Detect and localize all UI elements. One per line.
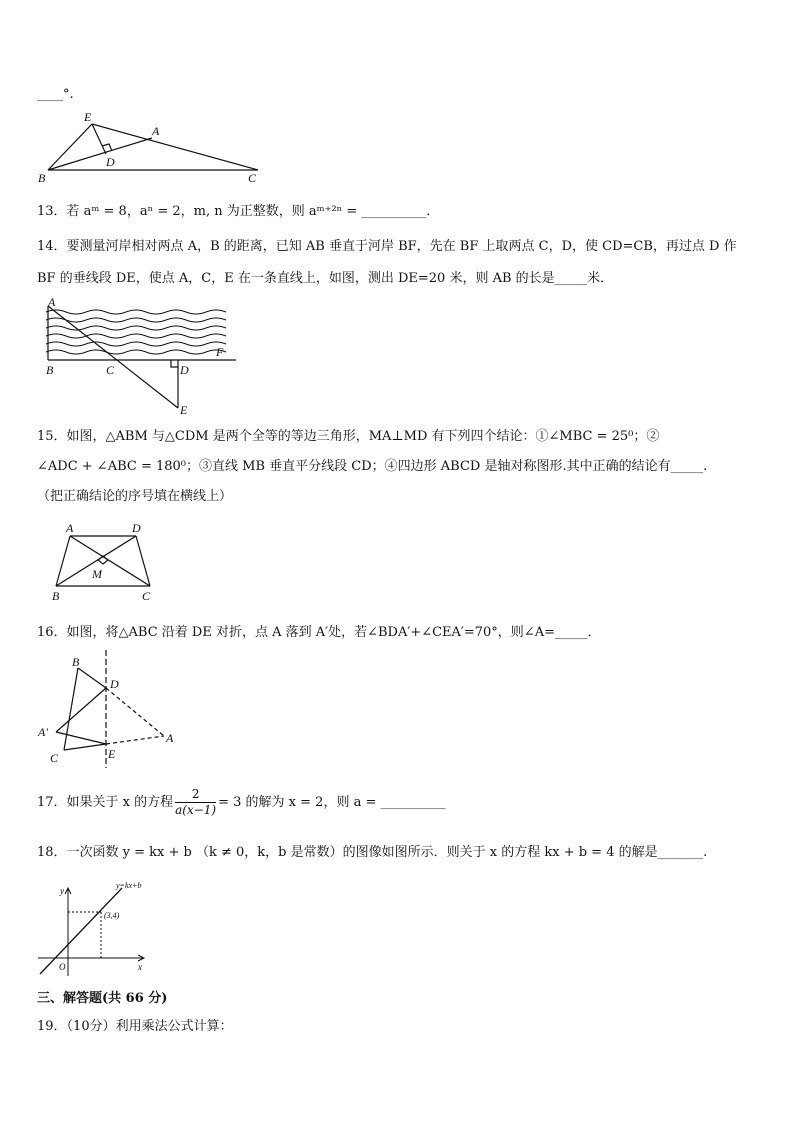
answer-blank-line: ____°. — [37, 87, 74, 102]
label-a: A — [48, 296, 56, 309]
label-e: E — [108, 747, 116, 761]
question-15-line1: 15．如图，△ABM 与△CDM 是两个全等的等边三角形，MA⊥MD 有下列四个结论：①∠MBC = 25⁰；② — [37, 429, 660, 444]
axis-x-label: x — [138, 962, 142, 972]
label-a: A — [166, 731, 174, 745]
figure-linear-function — [34, 878, 164, 978]
label-d: D — [180, 363, 189, 377]
label-f: F — [216, 345, 224, 359]
question-17-suffix: = 3 的解为 x = 2，则 a = __________ — [218, 795, 446, 810]
point-label: (3,4) — [104, 911, 120, 920]
label-d: D — [132, 521, 141, 535]
question-15-line2: ∠ADC + ∠ABC = 180⁰；③直线 MB 垂直平分线段 CD；④四边形 ABCD 是轴对称图形.其中正确的结论有_____. — [37, 459, 708, 474]
question-19: 19．（10分）利用乘法公式计算： — [37, 1019, 233, 1034]
axis-y-label: y — [60, 886, 64, 896]
question-18: 18．一次函数 y = kx + b （k ≠ 0，k，b 是常数）的图像如图所示．则关于 x 的方程 kx + b = 4 的解是_______. — [37, 845, 708, 860]
label-e: E — [180, 403, 188, 417]
figure-fold — [34, 650, 184, 768]
question-17 — [37, 786, 446, 820]
figure-river — [36, 296, 246, 418]
question-13: 13．若 aᵐ = 8，aⁿ = 2，m, n 为正整数，则 aᵐ⁺²ⁿ = __________． — [37, 204, 440, 219]
label-c: C — [248, 171, 257, 185]
figure-trapezoid — [48, 516, 168, 606]
fraction — [175, 787, 216, 818]
question-14-line2: BF 的垂线段 DE，使点 A，C，E 在一条直线上，如图，测出 DE=20 米，则 AB 的长是_____米． — [37, 271, 614, 286]
label-b: B — [72, 655, 80, 669]
question-14-line1: 14．要测量河岸相对两点 A，B 的距离，已知 AB 垂直于河岸 BF，先在 BF 上取两点 C，D，使 CD=CB，再过点 D 作 — [37, 239, 737, 254]
fraction-denominator: a(x−1) — [175, 803, 217, 817]
question-16: 16．如图，将△ABC 沿着 DE 对折，点 A 落到 A′处，若∠BDA′+∠CEA′=70°，则∠A=_____． — [37, 625, 601, 640]
label-a: A — [66, 521, 74, 535]
label-a: A — [152, 124, 160, 138]
label-e: E — [84, 110, 92, 124]
label-b: B — [38, 171, 46, 185]
label-c: C — [50, 751, 59, 765]
label-b: B — [46, 363, 54, 377]
origin-label: O — [59, 962, 66, 972]
label-c: C — [106, 363, 115, 377]
fraction-numerator: 2 — [175, 787, 216, 803]
label-d: D — [110, 677, 119, 691]
label-d: D — [106, 155, 115, 169]
question-15-line3: （把正确结论的序号填在横线上） — [37, 489, 233, 504]
figure-triangle-ebc — [30, 108, 270, 188]
section-heading: 三、解答题(共 66 分) — [37, 991, 168, 1006]
question-17-prefix: 17．如果关于 x 的方程 — [37, 795, 174, 810]
function-label: y=kx+b — [116, 881, 142, 890]
label-m: M — [92, 567, 102, 581]
label-c: C — [142, 589, 151, 603]
label-a-prime: A′ — [38, 725, 48, 739]
label-b: B — [52, 589, 60, 603]
